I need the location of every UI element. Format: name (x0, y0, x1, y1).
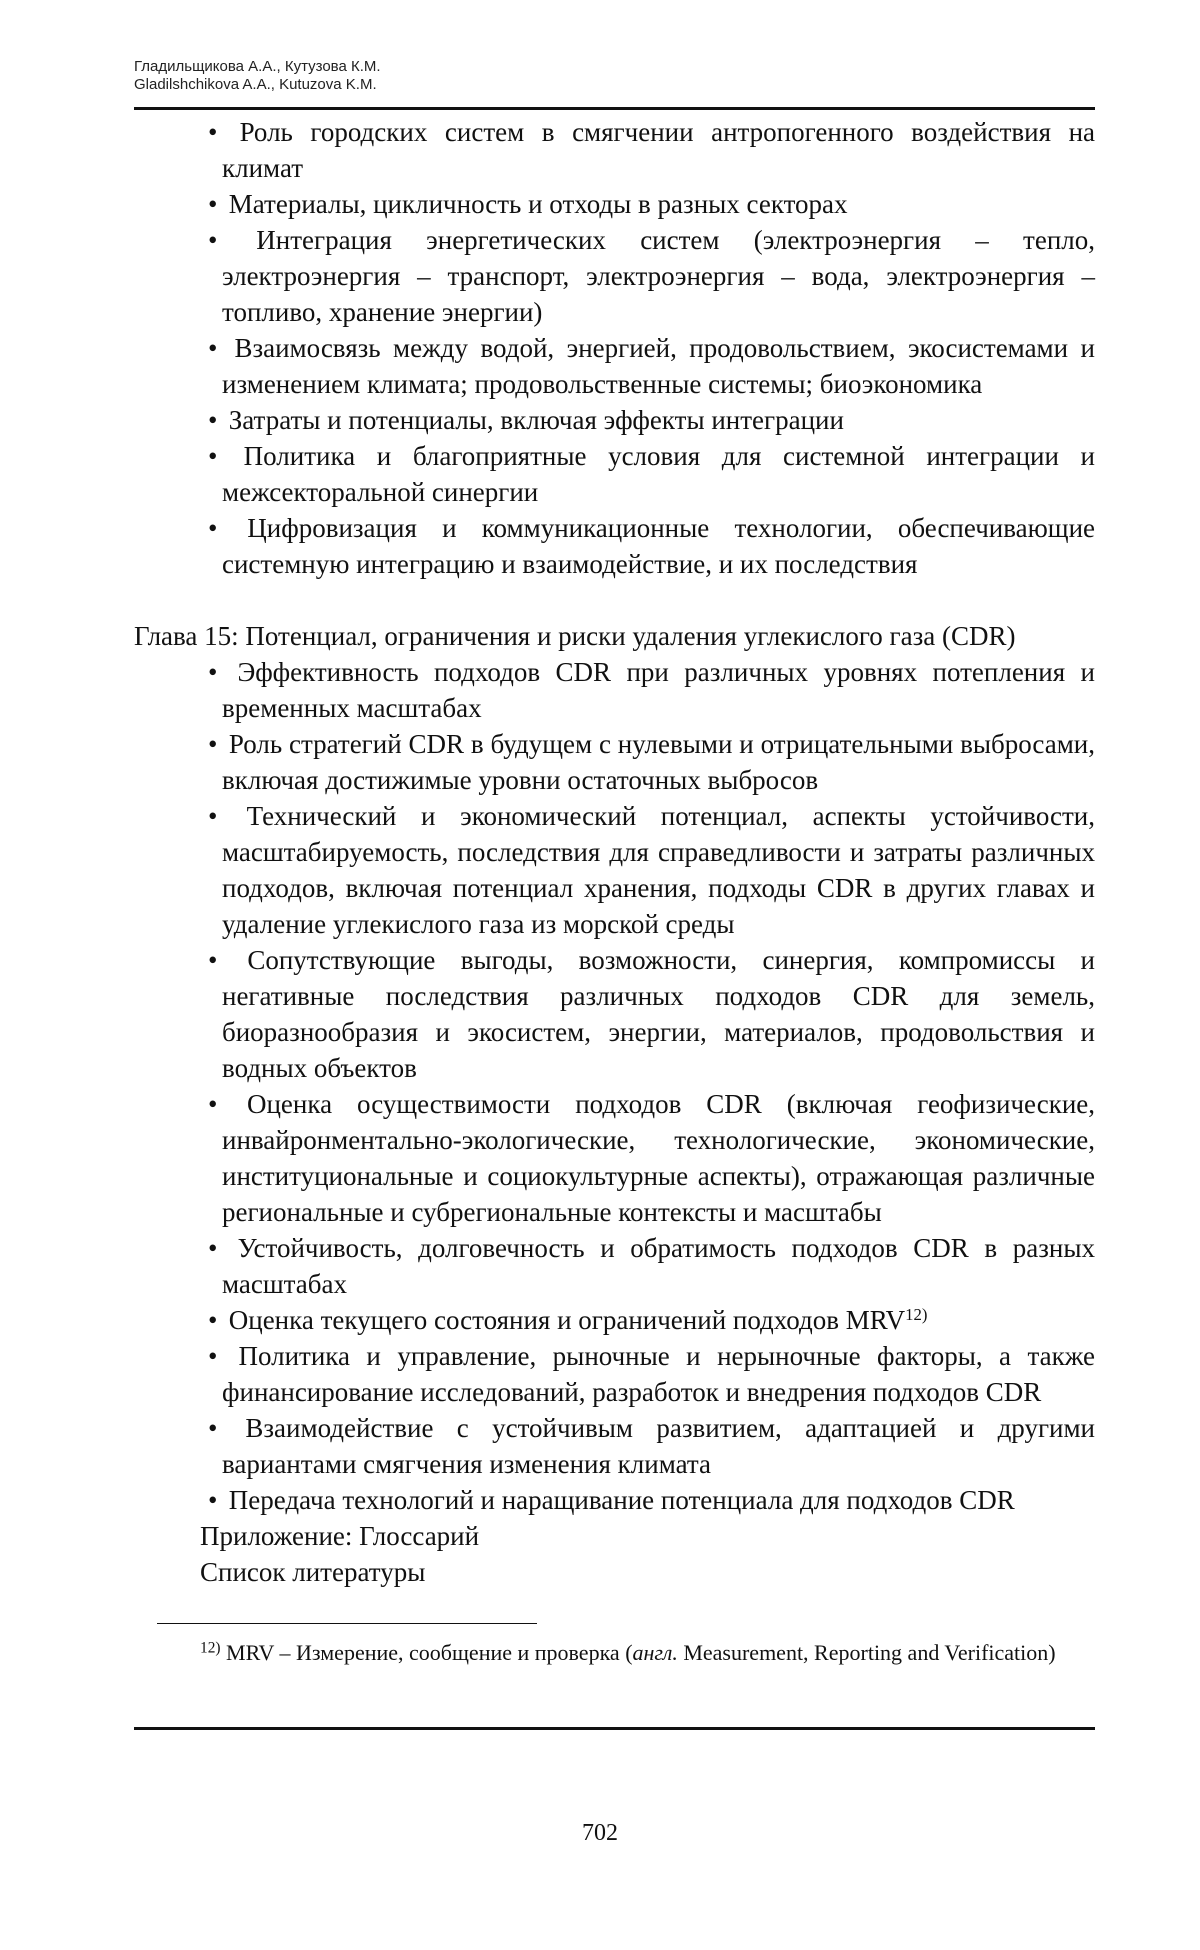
footnote-reference[interactable]: 12) (905, 1304, 928, 1324)
page-number: 702 (582, 1820, 618, 1846)
list-item: • Затраты и потенциалы, включая эффекты интеграции (134, 402, 1095, 438)
bullet-icon: • (208, 405, 218, 435)
list-item: • Интеграция энергетических систем (электроэнергия – тепло, электроэнергия – транспорт, электроэнергия – вода, электроэнергия – топливо, хранение энергии) (134, 222, 1095, 330)
bullet-list-chapter-15 (134, 654, 1095, 1518)
bottom-rule (134, 1727, 1095, 1730)
bullet-icon: • (208, 1485, 218, 1515)
footnote (134, 1638, 1095, 1667)
bullet-icon: • (208, 441, 218, 471)
list-item: • Сопутствующие выгоды, возможности, синергия, компромиссы и негативные последствия различных подходов CDR для земель, биоразнообразия и экосистем, энергии, материалов, продовольствия и водных объектов (134, 942, 1095, 1086)
bullet-icon: • (208, 513, 218, 543)
list-item: • Материалы, цикличность и отходы в разных секторах (134, 186, 1095, 222)
header-rule (134, 107, 1095, 110)
bullet-icon: • (208, 1233, 218, 1263)
footnote-separator (157, 1623, 537, 1624)
appendix-line: Приложение: Глоссарий (200, 1521, 480, 1551)
bullet-list-top (134, 114, 1095, 582)
bullet-icon: • (208, 801, 218, 831)
main-text (134, 114, 1095, 1590)
bullet-icon: • (208, 333, 218, 363)
list-item: • Взаимосвязь между водой, энергией, продовольствием, экосистемами и изменением климата; продовольственные системы; биоэкономика (134, 330, 1095, 402)
list-item: • Передача технологий и наращивание потенциала для подходов CDR (134, 1482, 1095, 1518)
chapter-15-heading: Глава 15: Потенциал, ограничения и риски удаления углекислого газа (CDR) (134, 621, 1016, 651)
header-authors-en: Gladilshchikova A.A., Kutuzova K.M. (134, 76, 377, 93)
header-authors-ru: Гладильщикова А.А., Кутузова К.М. (134, 58, 381, 75)
bullet-icon: • (208, 1305, 218, 1335)
bullet-icon: • (208, 729, 218, 759)
list-item: • Цифровизация и коммуникационные технологии, обеспечивающие системную интеграцию и взаимодействие, и их последствия (134, 510, 1095, 582)
list-item: • Политика и благоприятные условия для системной интеграции и межсекторальной синергии (134, 438, 1095, 510)
bullet-icon: • (208, 189, 218, 219)
list-item: • Оценка осуществимости подходов CDR (включая геофизические, инвайронментально-экологические, технологические, экономические, институциональные и социокультурные аспекты), отражающая различные региональные и субрегиональные контексты и масштабы (134, 1086, 1095, 1230)
bullet-icon: • (208, 225, 218, 255)
running-header (134, 58, 381, 94)
bullet-icon: • (208, 1089, 218, 1119)
list-item-mrv: • Оценка текущего состояния и ограничений подходов MRV$^{12)}$ (134, 1302, 1095, 1338)
list-item: • Устойчивость, долговечность и обратимость подходов CDR в разных масштабах (134, 1230, 1095, 1302)
bullet-icon: • (208, 117, 218, 147)
bullet-icon: • (208, 1413, 218, 1443)
footnote-mark: 12) (200, 1639, 221, 1657)
bullet-icon: • (208, 945, 218, 975)
list-item: • Технический и экономический потенциал, аспекты устойчивости, масштабируемость, последствия для справедливости и затраты различных подходов, включая потенциал хранения, подходы CDR в других главах и удаление углекислого газа из морской среды (134, 798, 1095, 942)
footnote-text-before: MRV – Измерение, сообщение и проверка ( (226, 1640, 633, 1665)
list-item: • Роль городских систем в смягчении антропогенного воздействия на климат (134, 114, 1095, 186)
list-item: • Эффективность подходов CDR при различных уровнях потепления и временных масштабах (134, 654, 1095, 726)
footnote-text-after: Measurement, Reporting and Verification) (677, 1640, 1056, 1665)
references-line: Список литературы (200, 1557, 426, 1587)
list-item: • Политика и управление, рыночные и нерыночные факторы, а также финансирование исследований, разработок и внедрения подходов CDR (134, 1338, 1095, 1410)
list-item: • Роль стратегий CDR в будущем с нулевыми и отрицательными выбросами, включая достижимые уровни остаточных выбросов (134, 726, 1095, 798)
bullet-icon: • (208, 657, 218, 687)
list-item: • Взаимодействие с устойчивым развитием, адаптацией и другими вариантами смягчения изменения климата (134, 1410, 1095, 1482)
bullet-icon: • (208, 1341, 218, 1371)
footnote-italic: англ. (632, 1640, 678, 1665)
